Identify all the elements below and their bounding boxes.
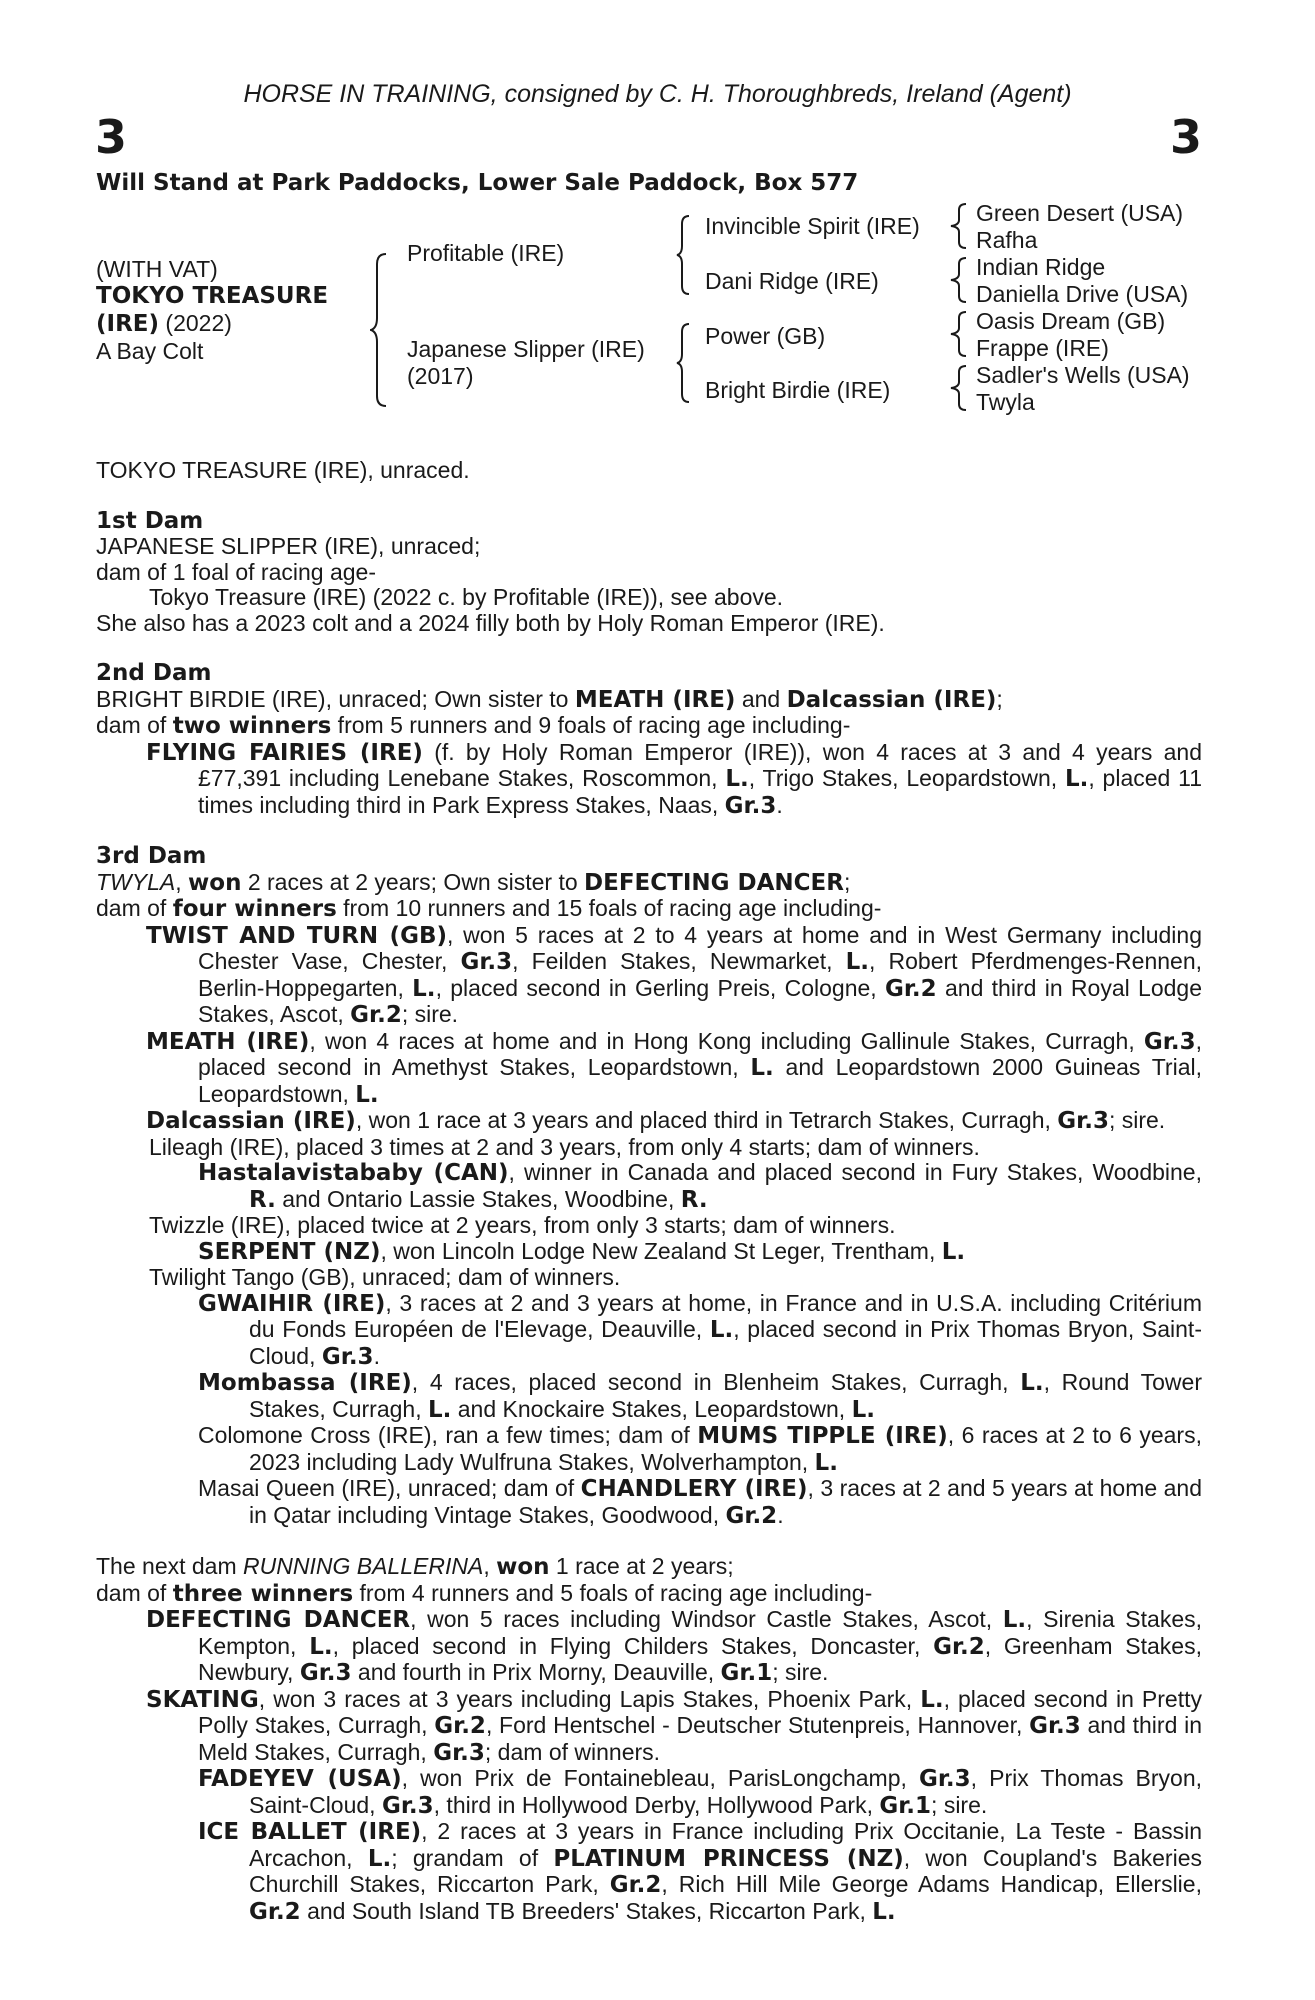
first-dam-foals: dam of 1 foal of racing age- <box>96 558 376 585</box>
brace-ds <box>948 308 970 358</box>
dam-sire: Power (GB) <box>705 323 826 349</box>
second-dam-heading: 2nd Dam <box>96 660 212 686</box>
progeny-hastalavistababy: Hastalavistababy (CAN), winner in Canada and placed second in Fury Stakes, Woodbine, R. and Ontario Lassie Stakes, Woodbine, R. <box>198 1159 1202 1213</box>
progeny-dalcassian: Dalcassian (IRE), won 1 race at 3 years and placed third in Tetrarch Stakes, Curragh, Gr.3; sire. <box>146 1107 1166 1134</box>
gen3-6: Frappe (IRE) <box>976 335 1109 361</box>
sire-dam: Dani Ridge (IRE) <box>705 268 879 294</box>
lot-number-left: 3 <box>95 110 128 164</box>
horse-info <box>96 256 328 365</box>
third-dam-section <box>96 844 1202 1529</box>
gen3-8: Twyla <box>976 389 1035 415</box>
first-dam-heading: 1st Dam <box>96 507 204 534</box>
sire-sire: Invincible Spirit (IRE) <box>705 213 920 239</box>
gen3-3: Indian Ridge <box>976 254 1106 280</box>
intro-line: TOKYO TREASURE (IRE), unraced. <box>96 457 470 483</box>
brace-sd <box>948 254 970 304</box>
vat-note: (WITH VAT) <box>96 256 218 282</box>
horse-suffix-year <box>96 310 328 338</box>
brace-dam <box>676 322 692 404</box>
brace-main <box>370 252 390 408</box>
sire: Profitable (IRE) <box>407 240 565 266</box>
gen3-5: Oasis Dream (GB) <box>976 308 1166 334</box>
horse-year: (2022) <box>159 310 232 336</box>
progeny-lileagh: Lileagh (IRE), placed 3 times at 2 and 3 years, from only 4 starts; dam of winners. <box>149 1133 980 1160</box>
third-dam-record: dam of four winners from 10 runners and 15 foals of racing age including- <box>96 895 882 922</box>
stand-location: Will Stand at Park Paddocks, Lower Sale Paddock, Box 577 <box>96 170 859 196</box>
progeny-twizzle: Twizzle (IRE), placed twice at 2 years, from only 3 starts; dam of winners. <box>149 1212 896 1238</box>
horse-name: TOKYO TREASURE <box>96 283 329 309</box>
first-dam-section <box>96 509 1202 637</box>
progeny-defecting-dancer: DEFECTING DANCER, won 5 races including Windsor Castle Stakes, Ascot, L., Sirenia Stakes, Kempton, L., placed second in Flying Childers Stakes, Doncaster, Gr.2, Greenham Stakes, Newbury, Gr.3 and fourth in Prix Morny, Deauville, Gr.1; sire. <box>146 1606 1203 1686</box>
progeny-masai-queen: Masai Queen (IRE), unraced; dam of CHANDLERY (IRE), 3 races at 2 and 5 years at home and in Qatar including Vintage Stakes, Goodwood, Gr.2. <box>198 1475 1202 1529</box>
progeny-serpent: SERPENT (NZ), won Lincoln Lodge New Zealand St Leger, Trentham, L. <box>198 1237 966 1265</box>
progeny-fadeyev: FADEYEV (USA), won Prix de Fontainebleau, ParisLongchamp, Gr.3, Prix Thomas Bryon, Saint-Cloud, Gr.3, third in Hollywood Derby, Hollywood Park, Gr.1; sire. <box>198 1765 1203 1819</box>
next-dam-line: The next dam RUNNING BALLERINA, won 1 race at 2 years; <box>96 1553 734 1580</box>
first-dam-note: She also has a 2023 colt and a 2024 filly both by Holy Roman Emperor (IRE). <box>96 609 885 636</box>
progeny-meath: MEATH (IRE), won 4 races at home and in Hong Kong including Gallinule Stakes, Curragh, Gr.3, placed second in Amethyst Stakes, Leopardstown, L. and Leopardstown 2000 Guineas Trial, Leopardstown, L. <box>146 1027 1202 1108</box>
progeny-ice-ballet: ICE BALLET (IRE), 2 races at 3 years in France including Prix Occitanie, La Teste - Bassin Arcachon, L.; grandam of PLATINUM PRINCESS (NZ), won Coupland's Bakeries Churchill Stakes, Riccarton Park, Gr.2, Rich Hill Mile George Adams Handicap, Ellerslie, Gr.2 and South Island TB Breeders' Stakes, Riccarton Park, L. <box>198 1818 1202 1925</box>
gen3-4: Daniella Drive (USA) <box>976 281 1189 307</box>
progeny-colomone-cross: Colomone Cross (IRE), ran a few times; dam of MUMS TIPPLE (IRE), 6 races at 2 to 6 years, 2023 including Lady Wulfruna Stakes, Wolverhampton, L. <box>198 1422 1202 1476</box>
catalogue-body <box>96 458 1202 1925</box>
horse-description: A Bay Colt <box>96 338 204 364</box>
third-dam-line: TWYLA, won 2 races at 2 years; Own sister to DEFECTING DANCER; <box>96 868 851 896</box>
progeny-flying-fairies: FLYING FAIRIES (IRE) (f. by Holy Roman Emperor (IRE)), won 4 races at 3 and 4 years and £77,391 including Lenebane Stakes, Roscommon, L., Trigo Stakes, Leopardstown, L., placed 11 times including third in Park Express Stakes, Naas, Gr.3. <box>146 738 1202 819</box>
second-dam-record: dam of two winners from 5 runners and 9 foals of racing age including- <box>96 712 851 739</box>
horse-country: (IRE) <box>96 311 160 337</box>
lot-number-right: 3 <box>1169 110 1202 164</box>
next-dam-section <box>96 1554 1202 1925</box>
first-dam-progeny: Tokyo Treasure (IRE) (2022 c. by Profitable (IRE)), see above. <box>149 584 784 610</box>
dam-line-2: (2017) <box>407 363 474 389</box>
dam-dam: Bright Birdie (IRE) <box>705 377 891 403</box>
dam-line-1: Japanese Slipper (IRE) <box>407 336 645 362</box>
progeny-twilight-tango: Twilight Tango (GB), unraced; dam of winners. <box>149 1264 621 1290</box>
progeny-gwaihir: GWAIHIR (IRE), 3 races at 2 and 3 years at home, in France and in U.S.A. including Critérium du Fonds Européen de l'Elevage, Deauville, L., placed second in Prix Thomas Bryon, Saint-Cloud, Gr.3. <box>198 1289 1202 1370</box>
progeny-twist-and-turn: TWIST AND TURN (GB), won 5 races at 2 to 4 years at home and in West Germany including Chester Vase, Chester, Gr.3, Feilden Stakes, Newmarket, L., Robert Pferdmenges-Rennen, Berlin-Hoppegarten, L., placed second in Gerling Preis, Cologne, Gr.2 and third in Royal Lodge Stakes, Ascot, Gr.2; sire. <box>146 921 1203 1028</box>
next-dam-record: dam of three winners from 4 runners and 5 foals of racing age including- <box>96 1579 873 1607</box>
second-dam-section <box>96 661 1202 819</box>
gen3-2: Rafha <box>976 227 1038 253</box>
third-dam-heading: 3rd Dam <box>96 843 207 869</box>
second-dam-line: BRIGHT BIRDIE (IRE), unraced; Own sister to MEATH (IRE) and Dalcassian (IRE); <box>96 685 1003 713</box>
brace-sire <box>676 214 692 296</box>
progeny-skating: SKATING, won 3 races at 3 years including Lapis Stakes, Phoenix Park, L., placed second in Pretty Polly Stakes, Curragh, Gr.2, Ford Hentschel - Deutscher Stutenpreis, Hannover, Gr.3 and third in Meld Stakes, Curragh, Gr.3; dam of winners. <box>146 1685 1202 1766</box>
gen3-1: Green Desert (USA) <box>976 200 1184 226</box>
first-dam-line: JAPANESE SLIPPER (IRE), unraced; <box>96 533 481 559</box>
gen3-7: Sadler's Wells (USA) <box>976 362 1190 388</box>
brace-dd <box>948 362 970 412</box>
brace-ss <box>948 200 970 250</box>
consignor-header: HORSE IN TRAINING, consigned by C. H. Thoroughbreds, Ireland (Agent) <box>243 80 1072 108</box>
progeny-mombassa: Mombassa (IRE), 4 races, placed second in Blenheim Stakes, Curragh, L., Round Tower Stakes, Curragh, L. and Knockaire Stakes, Leopardstown, L. <box>198 1369 1202 1423</box>
